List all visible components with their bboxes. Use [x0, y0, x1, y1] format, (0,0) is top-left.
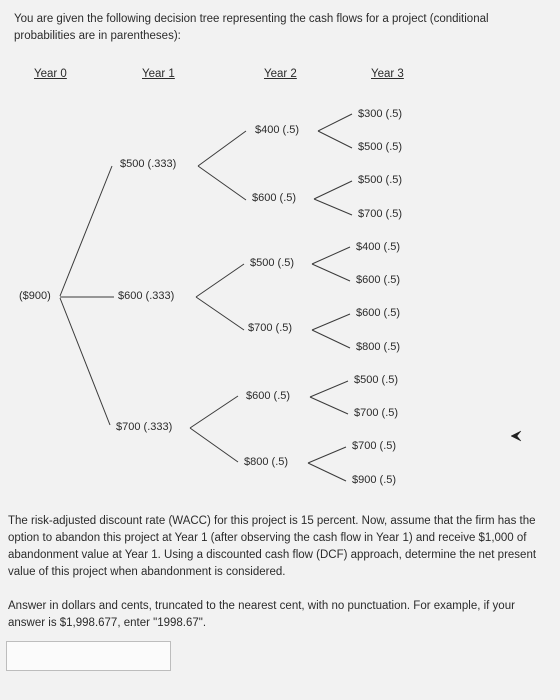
- branch-0-1a: [60, 166, 112, 296]
- node-year3-4: $700 (.5): [358, 208, 403, 220]
- node-year3-8: $800 (.5): [356, 341, 401, 353]
- year-3-header: Year 3: [371, 68, 404, 80]
- node-year2-a: $400 (.5): [255, 124, 300, 136]
- node-year2-b: $600 (.5): [252, 192, 297, 204]
- branch-1c-2a: [190, 396, 238, 428]
- branch-1a-2b: [198, 166, 246, 200]
- branch-2a-3a: [318, 114, 352, 131]
- branch-0-1c: [60, 298, 110, 425]
- branch-2b-3a: [314, 181, 352, 199]
- node-year0: ($900): [19, 290, 51, 302]
- year-0-header: Year 0: [34, 68, 67, 80]
- node-year3-2: $500 (.5): [358, 141, 403, 153]
- branch-2e-3b: [310, 397, 348, 414]
- node-year2-d: $700 (.5): [248, 322, 293, 334]
- node-year1-c: $700 (.333): [116, 421, 173, 433]
- node-year3-5: $400 (.5): [356, 241, 401, 253]
- branch-2d-3b: [312, 330, 350, 348]
- node-year3-6: $600 (.5): [356, 274, 401, 286]
- answer-input[interactable]: [6, 641, 171, 671]
- node-year2-f: $800 (.5): [244, 456, 289, 468]
- node-year3-11: $700 (.5): [352, 440, 397, 452]
- branch-2b-3b: [314, 199, 352, 215]
- node-year2-c: $500 (.5): [250, 257, 295, 269]
- branch-2d-3a: [312, 314, 350, 330]
- node-year2-e: $600 (.5): [246, 390, 291, 402]
- node-year3-10: $700 (.5): [354, 407, 399, 419]
- question-paragraph: The risk-adjusted discount rate (WACC) for this project is 15 percent. Now, assume that the firm has the option to abandon this project at Year 1 (after observing the cash flow in Year 1) and receive $1,000 of abandonment value at Year 1. Using a discounted cash flow (DCF) approach, determine the net present value of this project when abandonment is considered.: [8, 515, 537, 578]
- year-1-header: Year 1: [142, 68, 175, 80]
- node-year1-b: $600 (.333): [118, 290, 175, 302]
- node-year3-12: $900 (.5): [352, 474, 397, 486]
- intro-text: You are given the following decision tree representing the cash flows for a project (conditional probabilities are in parentheses):: [14, 13, 489, 42]
- branch-1c-2b: [190, 428, 238, 462]
- node-year3-3: $500 (.5): [358, 174, 403, 186]
- node-year3-9: $500 (.5): [354, 374, 399, 386]
- branch-1b-2a: [196, 264, 244, 297]
- branch-2f-3b: [308, 463, 346, 481]
- cursor-icon: [508, 428, 524, 444]
- branch-2c-3a: [312, 247, 350, 264]
- node-year3-7: $600 (.5): [356, 307, 401, 319]
- branch-1a-2a: [198, 131, 246, 166]
- year-2-header: Year 2: [264, 68, 297, 80]
- branch-2e-3a: [310, 381, 348, 397]
- node-year1-a: $500 (.333): [120, 158, 177, 170]
- branch-2a-3b: [318, 131, 352, 148]
- branch-2c-3b: [312, 264, 350, 281]
- answer-instructions: Answer in dollars and cents, truncated to the nearest cent, with no punctuation. For example, if your answer is $1,998.677, enter "1998.67".: [8, 600, 515, 629]
- branch-2f-3a: [308, 447, 346, 463]
- node-year3-1: $300 (.5): [358, 108, 403, 120]
- branch-1b-2b: [196, 297, 244, 330]
